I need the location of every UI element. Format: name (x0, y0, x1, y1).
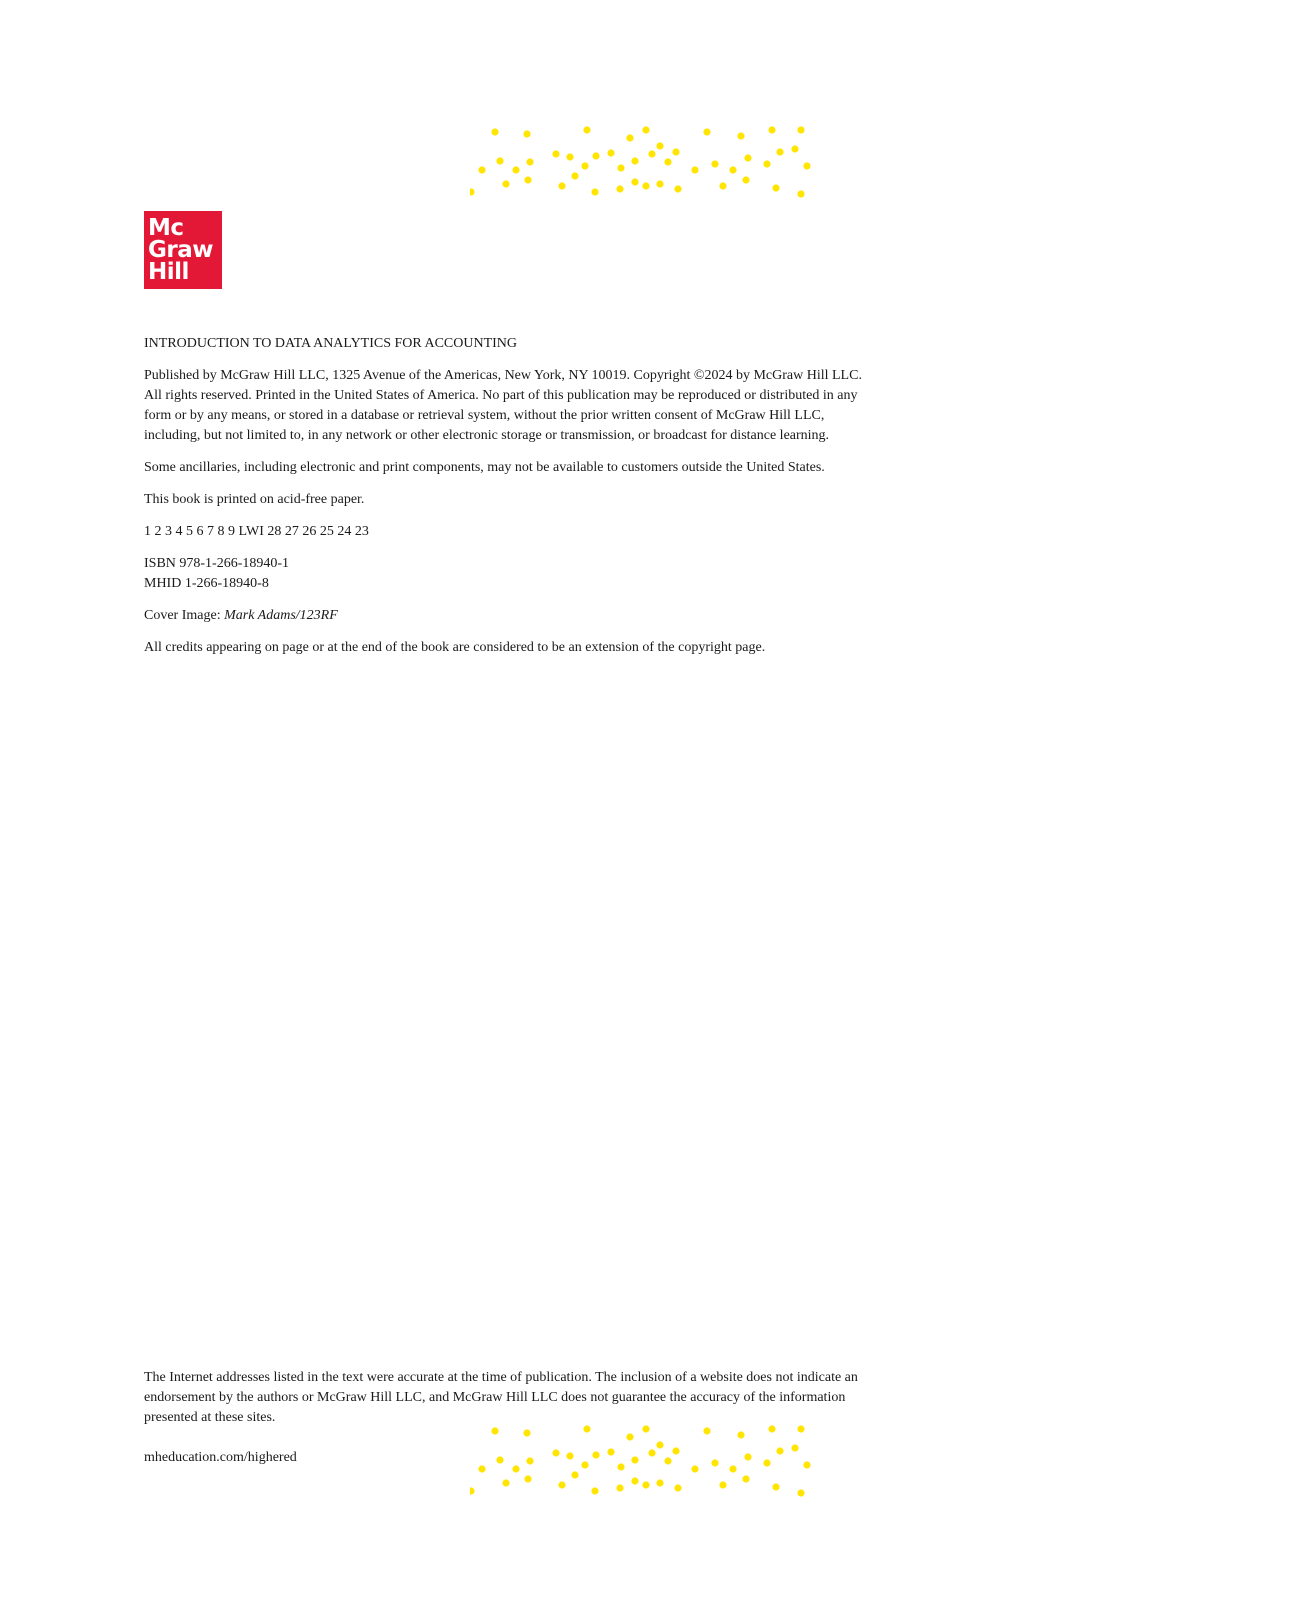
decor-dot (763, 1459, 770, 1466)
decor-dot (591, 1487, 598, 1494)
decor-dot (719, 182, 726, 189)
logo-line-1: Mc (148, 215, 184, 241)
publisher-statement: Published by McGraw Hill LLC, 1325 Avenue of the Americas, New York, NY 10019. Copyright ©2024 by McGraw Hill LLC. All rights reserved. Printed in the United States of America. No part of this publication may be reproduced or distributed in any form or by any means, or stored in a database or retrieval system, without the prior written consent of McGraw Hill LLC, including, but not limited to, in any network or other electronic storage or transmission, or broadcast for distance learning. (144, 368, 862, 443)
printing-line: 1 2 3 4 5 6 7 8 9 LWI 28 27 26 25 24 23 (144, 524, 369, 539)
decor-dot (776, 1447, 783, 1454)
decor-dot (791, 145, 798, 152)
decor-dot (566, 153, 573, 160)
copyright-content (144, 334, 874, 670)
identifiers (144, 554, 874, 594)
decor-dot (648, 1449, 655, 1456)
decor-dot (711, 160, 718, 167)
decor-dot (526, 158, 533, 165)
decor-dot (470, 1487, 475, 1494)
decor-dot (797, 126, 804, 133)
decor-dot (616, 185, 623, 192)
decor-dot (491, 1427, 498, 1434)
decor-dot (797, 190, 804, 197)
mcgraw-hill-logo (144, 211, 222, 289)
decor-dot (526, 1457, 533, 1464)
decor-dot (478, 1465, 485, 1472)
decor-dot (512, 166, 519, 173)
logo-line-2: Graw (148, 237, 213, 263)
decor-dot (656, 142, 663, 149)
decor-dot (656, 1479, 663, 1486)
decor-dot (642, 1425, 649, 1432)
decor-dot (797, 1425, 804, 1432)
decor-dot (491, 128, 498, 135)
decor-dot (772, 184, 779, 191)
decor-dot (571, 1471, 578, 1478)
decor-dot (719, 1481, 726, 1488)
decor-dot (566, 1452, 573, 1459)
decor-dot (691, 166, 698, 173)
decor-dot (642, 1481, 649, 1488)
decorative-dots-bottom (470, 1423, 830, 1499)
decor-dot (558, 182, 565, 189)
decor-dot (616, 1484, 623, 1491)
decor-dot (523, 1429, 530, 1436)
decor-dot (737, 1431, 744, 1438)
decor-dot (558, 1481, 565, 1488)
decor-dot (703, 128, 710, 135)
decor-dot (626, 134, 633, 141)
decor-dot (592, 152, 599, 159)
decor-dot (772, 1483, 779, 1490)
decor-dot (674, 1484, 681, 1491)
decor-dot (631, 157, 638, 164)
decor-dot (664, 158, 671, 165)
decor-dot (664, 1457, 671, 1464)
decor-dot (656, 1441, 663, 1448)
decor-dot (583, 126, 590, 133)
decor-dot (592, 1451, 599, 1458)
decor-dot (502, 180, 509, 187)
decor-dot (656, 180, 663, 187)
decor-dot (478, 166, 485, 173)
decor-dot (776, 148, 783, 155)
decor-dot (571, 172, 578, 179)
decor-dot (523, 130, 530, 137)
decor-dot (791, 1444, 798, 1451)
decor-dot (524, 176, 531, 183)
decor-dot (803, 162, 810, 169)
decor-dot (642, 182, 649, 189)
decor-dot (797, 1489, 804, 1496)
decor-dot (617, 164, 624, 171)
decor-dot (768, 126, 775, 133)
cover-image-credit (144, 606, 874, 626)
decor-dot (674, 185, 681, 192)
decor-dot (470, 188, 475, 195)
decor-dot (581, 1461, 588, 1468)
decor-dot (607, 1448, 614, 1455)
decor-dot (496, 1456, 503, 1463)
decor-dot (591, 188, 598, 195)
mhid: MHID 1-266-18940-8 (144, 576, 269, 591)
decor-dot (607, 149, 614, 156)
cover-credit: Mark Adams/123RF (224, 608, 338, 623)
decor-dot (648, 150, 655, 157)
decor-dot (729, 1465, 736, 1472)
internet-notice: The Internet addresses listed in the text were accurate at the time of publication. The inclusion of a website does not indicate an endorsement by the authors or McGraw Hill LLC, and McGraw Hill LLC does not guarantee the accuracy of the information presented at these sites. (144, 1370, 858, 1425)
decor-dot (672, 148, 679, 155)
decor-dot (729, 166, 736, 173)
decor-dot (496, 157, 503, 164)
decor-dot (763, 160, 770, 167)
decor-dot (631, 1456, 638, 1463)
decor-dot (744, 154, 751, 161)
decor-dot (581, 162, 588, 169)
decor-dot (617, 1463, 624, 1470)
decor-dot (703, 1427, 710, 1434)
book-title: INTRODUCTION TO DATA ANALYTICS FOR ACCOUNTING (144, 336, 518, 351)
decor-dot (524, 1475, 531, 1482)
decor-dot (737, 132, 744, 139)
decor-dot (672, 1447, 679, 1454)
website-link[interactable]: mheducation.com/highered (144, 1450, 297, 1465)
credits-notice: All credits appearing on page or at the end of the book are considered to be an extension of the copyright page. (144, 640, 766, 655)
decor-dot (768, 1425, 775, 1432)
decor-dot (552, 150, 559, 157)
decorative-dots-top (470, 124, 830, 200)
decor-dot (742, 1475, 749, 1482)
decor-dot (744, 1453, 751, 1460)
decor-dot (691, 1465, 698, 1472)
decor-dot (803, 1461, 810, 1468)
logo-line-3: Hill (148, 259, 189, 285)
decor-dot (631, 178, 638, 185)
decor-dot (711, 1459, 718, 1466)
decor-dot (631, 1477, 638, 1484)
paper-notice: This book is printed on acid-free paper. (144, 492, 365, 507)
decor-dot (512, 1465, 519, 1472)
decor-dot (502, 1479, 509, 1486)
decor-dot (642, 126, 649, 133)
ancillaries-notice: Some ancillaries, including electronic and print components, may not be available to customers outside the United States. (144, 460, 825, 475)
decor-dot (583, 1425, 590, 1432)
cover-label: Cover Image: (144, 608, 225, 623)
isbn: ISBN 978-1-266-18940-1 (144, 556, 290, 571)
decor-dot (552, 1449, 559, 1456)
decor-dot (626, 1433, 633, 1440)
decor-dot (742, 176, 749, 183)
